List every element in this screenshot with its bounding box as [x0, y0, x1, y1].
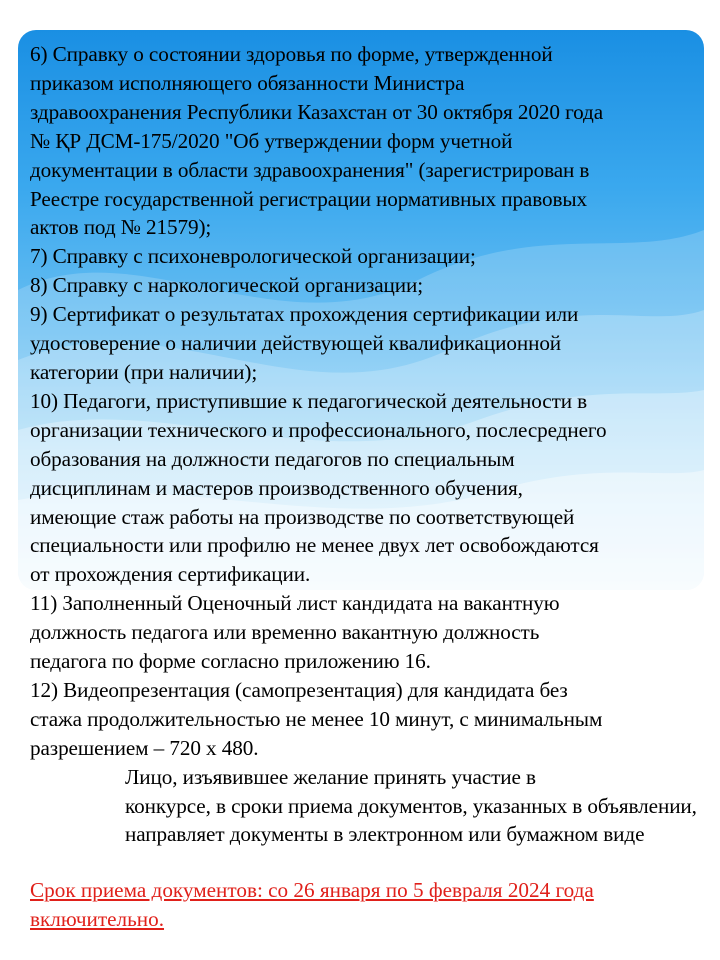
item-11: 11) Заполненный Оценочный лист кандидата на вакантную должность педагога или временно вакантную должность педагога по форме согласно приложению 16.	[30, 591, 560, 674]
item-10: 10) Педагоги, приступившие к педагогической деятельности в организации технического и профессионального, послесреднего образования на должности педагогов по специальным дисциплинам и мастеров производственного обучения, имеющие стаж работы на производстве по соответствующей специальности или профилю не менее двух лет освобождаются от прохождения сертификации.	[30, 388, 607, 587]
deadline-notice: Срок приема документов: со 26 января по 5 февраля 2024 года включительно.	[30, 878, 594, 931]
item-6: 6) Справку о состоянии здоровья по форме, утвержденной приказом исполняющего обязанности Министра здравоохранения Республики Казахстан от 30 октября 2020 года № ҚР ДСМ-175/2020 "Об утверждении форм учетной документации в области здравоохранения" (зарегистрирован в Реестре государственной регистрации нормативных правовых актов под № 21579);	[30, 42, 604, 240]
item-9: 9) Сертификат о результатах прохождения сертификации или удостоверение о наличии действующей квалификационной категории (при наличии);	[30, 302, 579, 384]
item-12: 12) Видеопрезентация (самопрезентация) для кандидата без стажа продолжительностью не менее 10 минут, с минимальным разрешением – 720 х 480.	[30, 677, 603, 760]
document-body	[30, 40, 700, 849]
item-8: 8) Справку с наркологической организации;	[30, 273, 424, 298]
item-7: 7) Справку с психоневрологической организации;	[30, 244, 476, 269]
closing-paragraph: Лицо, изъявившее желание принять участие в конкурсе, в сроки приема документов, указанных в объявлении, направляет документы в электронном или бумажном виде	[125, 764, 697, 847]
